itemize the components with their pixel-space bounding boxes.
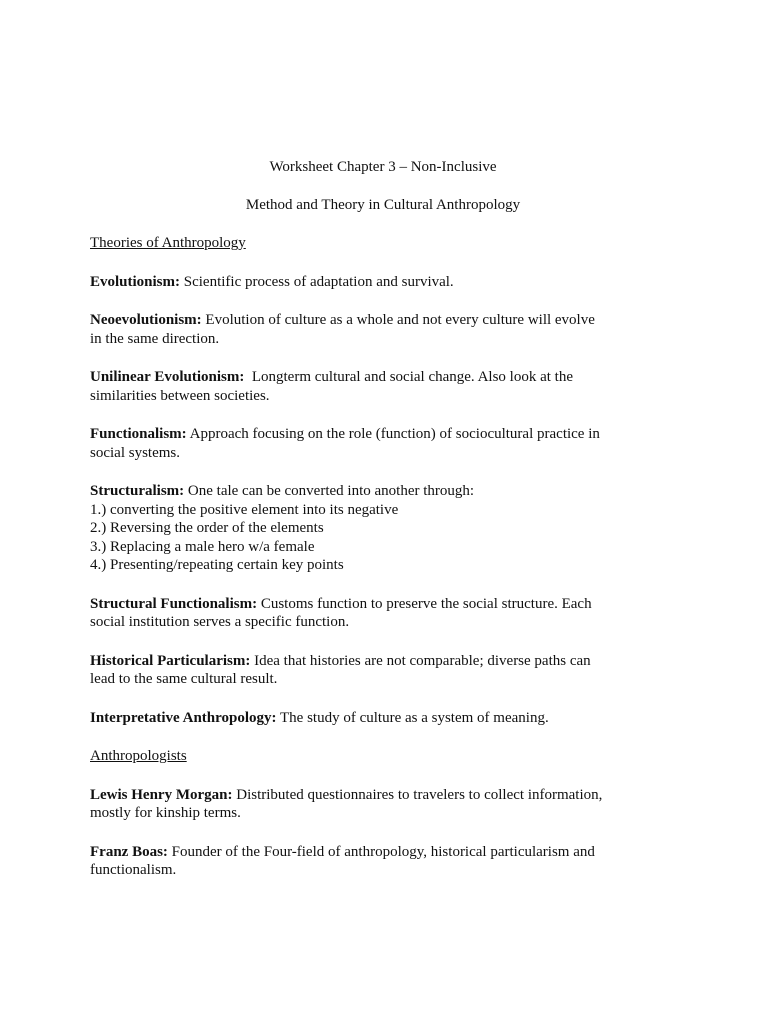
definition-entry: [90, 425, 610, 462]
list-item: 3.) Replacing a male hero w/a female: [90, 538, 315, 555]
definition-entry: [90, 595, 610, 632]
term-label: Evolutionism:: [90, 273, 181, 290]
definition-text: One tale can be converted into another through:: [184, 483, 475, 499]
definition-entry: [90, 368, 610, 405]
section-heading-anthropologists: Anthropologists: [90, 748, 187, 764]
term-label: Historical Particularism:: [90, 652, 251, 669]
definition-text: The study of culture as a system of meaning.: [276, 709, 549, 726]
term-label: Interpretative Anthropology:: [90, 709, 277, 726]
list-item: 2.) Reversing the order of the elements: [90, 520, 324, 536]
term-label: Lewis Henry Morgan:: [90, 786, 233, 803]
definition-text: Longterm cultural and social change. Also look at the similarities between societies.: [90, 369, 577, 404]
document-body: [90, 158, 610, 900]
definition-text: Evolution of culture as a whole and not every culture will evolve in the same direction.: [90, 312, 595, 347]
definition-text: Distributed questionnaires to travelers to collect information, mostly for kinship terms.: [90, 786, 603, 821]
definition-entry: [90, 843, 610, 880]
term-label: Functionalism:: [90, 426, 187, 442]
term-label: Unilinear Evolutionism:: [90, 369, 245, 385]
definition-entry: [90, 786, 610, 823]
document-subtitle: Method and Theory in Cultural Anthropology: [245, 197, 521, 213]
definition-text: Approach focusing on the role (function) of sociocultural practice in social systems.: [90, 426, 600, 461]
definition-entry: [90, 652, 610, 689]
definition-text: Idea that histories are not comparable; diverse paths can lead to the same cultural result.: [90, 652, 591, 687]
section-heading-theories: Theories of Anthropology: [90, 235, 246, 251]
definition-entry: [90, 273, 610, 292]
definition-entry: [90, 482, 610, 575]
list-item: 1.) converting the positive element into its negative: [90, 501, 399, 518]
list-item: 4.) Presenting/repeating certain key points: [90, 557, 344, 573]
definition-text: Customs function to preserve the social structure. Each social institution serves a specific function.: [90, 595, 592, 630]
definition-text: Founder of the Four-field of anthropology, historical particularism and functionalism.: [90, 843, 595, 878]
term-label: Neoevolutionism:: [90, 312, 202, 328]
definition-entry: [90, 311, 610, 348]
definition-text: Scientific process of adaptation and survival.: [180, 273, 454, 290]
term-label: Structural Functionalism:: [90, 595, 258, 612]
term-label: Franz Boas:: [90, 843, 168, 860]
definition-entry: [90, 709, 610, 728]
term-label: Structuralism:: [90, 483, 185, 499]
document-title: Worksheet Chapter 3 – Non-Inclusive: [269, 159, 497, 175]
